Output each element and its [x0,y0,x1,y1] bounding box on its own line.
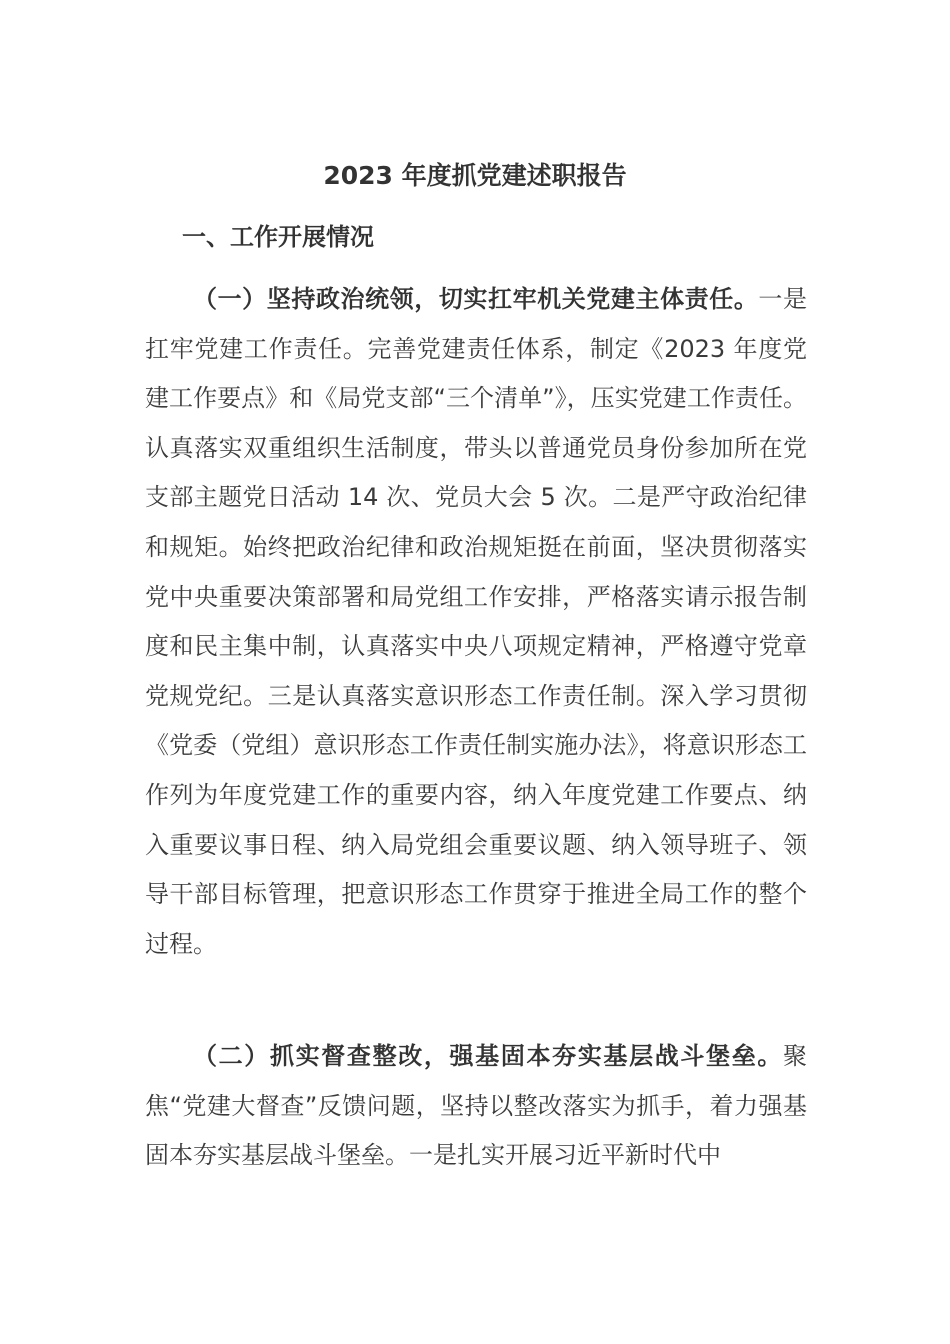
paragraph-2-body: 聚焦“党建大督查”反馈问题，坚持以整改落实为抓手，着力强基固本夯实基层战斗堡垒。一是扎实开展习近平新时代中 [145,1042,807,1170]
paragraph-2 [145,1032,807,1181]
paragraph-1 [145,275,807,969]
paragraph-2-lead: （二）抓实督查整改，强基固本夯实基层战斗堡垒。 [193,1042,783,1070]
paragraph-1-lead: （一）坚持政治统领，切实扛牢机关党建主体责任。 [193,285,759,313]
section-heading: 一、工作开展情况 [182,223,374,251]
paragraph-1-body: 一是扛牢党建工作责任。完善党建责任体系，制定《2023 年度党建工作要点》和《局党支部“三个清单”》，压实党建工作责任。认真落实双重组织生活制度，带头以普通党员身份参加所在党支部主题党日活动 14 次、党员大会 5 次。二是严守政治纪律和规矩。始终把政治纪律和政治规矩挺在前面，坚决贯彻落实党中央重要决策部署和局党组工作安排，严格落实请示报告制度和民主集中制，认真落实中央八项规定精神，严格遵守党章党规党纪。三是认真落实意识形态工作责任制。深入学习贯彻《党委（党组）意识形态工作责任制实施办法》，将意识形态工作列为年度党建工作的重要内容，纳入年度党建工作要点、纳入重要议事日程、纳入局党组会重要议题、纳入领导班子、领导干部目标管理，把意识形态工作贯穿于推进全局工作的整个过程。 [145,285,808,958]
document-title: 2023 年度抓党建述职报告 [323,161,627,190]
